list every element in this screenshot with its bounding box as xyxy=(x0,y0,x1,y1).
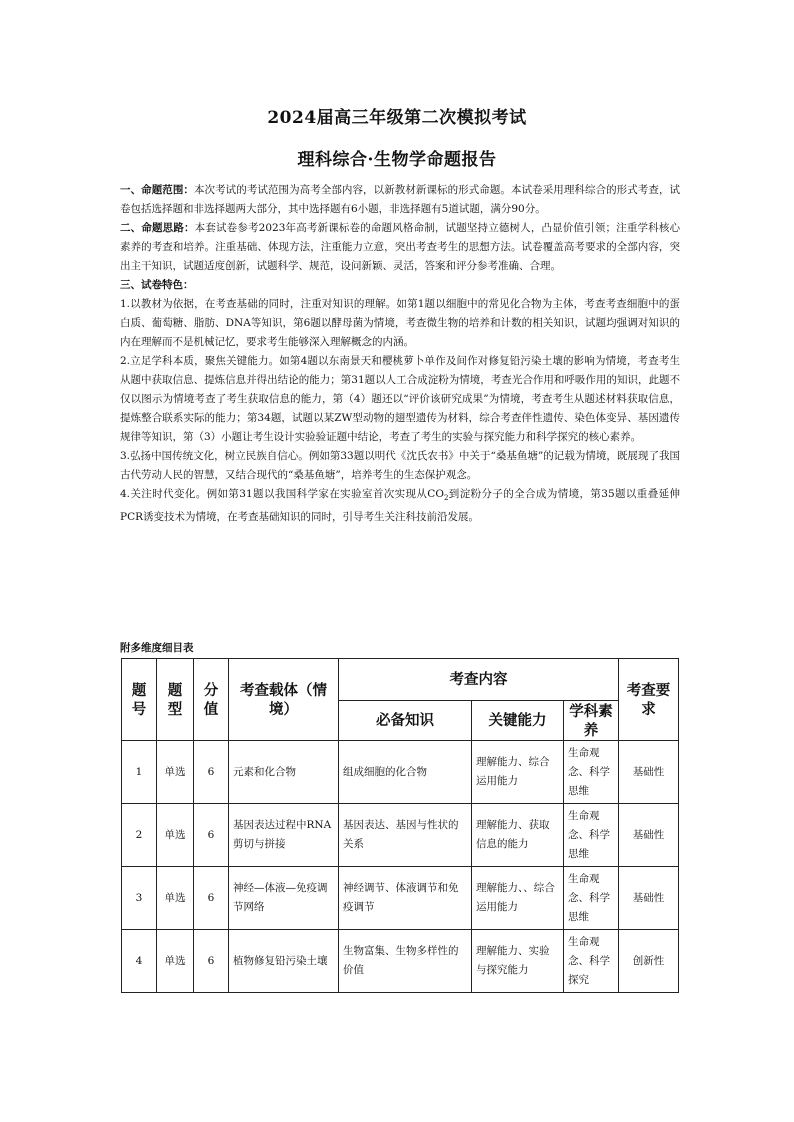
section-approach-heading: 二、命题思路： xyxy=(120,222,195,234)
cell-score: 6 xyxy=(194,867,229,930)
cell-literacy: 生命观念、科学探究 xyxy=(564,930,619,993)
header-ability: 关键能力 xyxy=(472,701,564,741)
cell-score: 6 xyxy=(194,804,229,867)
cell-type: 单选 xyxy=(157,930,194,993)
section-scope xyxy=(120,181,680,219)
cell-ability: 理解能力、实验与探究能力 xyxy=(472,930,564,993)
cell-knowledge: 神经调节、体液调节和免疫调节 xyxy=(339,867,472,930)
header-carrier: 考查载体（情境） xyxy=(229,659,339,741)
feature-paragraph-4-part-b: 到淀粉分子的全合成为情境，第35题以重叠延伸PCR诱变技术为情境，在考查基础知识的同时，引导考生关注科技前沿发展。 xyxy=(120,488,680,524)
section-approach-text: 本套试卷参考2023年高考新课标卷的命题风格命制，试题坚持立德树人，凸显价值引领；注重学科核心素养的考查和培养。注重基础、体现方法，注重能力立意，突出考查考生的思想方法。试卷覆盖高考要求的全部内容，突出主干知识，试题适度创新，试题科学、规范，设问新颖、灵活，答案和评分参考准确、合理。 xyxy=(120,222,681,272)
feature-paragraph-4 xyxy=(120,485,680,527)
cell-knowledge: 组成细胞的化合物 xyxy=(339,741,472,804)
cell-score: 6 xyxy=(194,741,229,804)
feature-paragraph-2: 2.立足学科本质，聚焦关键能力。如第4题以东南景天和樱桃萝卜单作及间作对修复铅污染土壤的影响为情境，考查考生从题中获取信息、提炼信息并得出结论的能力；第31题以人工合成淀粉为情境，考查光合作用和呼吸作用的知识，此题不仅以图示为情境考查了考生获取信息的能力，第（4）题还以“评价该研究成果”为情境，考查考生从题述材料获取信息，提炼整合联系实际的能力；第34题，试题以某ZW型动物的翅型遗传为材料，综合考查伴性遗传、染色体变异、基因遗传规律等知识，第（3）小题让考生设计实验验证题中结论，考查了考生的实验与探究能力和科学探究的核心素养。 xyxy=(120,355,680,443)
cell-requirement: 基础性 xyxy=(619,867,679,930)
cell-num: 1 xyxy=(122,741,157,804)
cell-literacy: 生命观念、科学思维 xyxy=(564,804,619,867)
cell-ability: 理解能力、、综合运用能力 xyxy=(472,867,564,930)
header-content: 考查内容 xyxy=(339,659,619,701)
cell-num: 3 xyxy=(122,867,157,930)
section-approach xyxy=(120,219,680,276)
document-title: 2024届高三年级第二次模拟考试 xyxy=(267,108,527,128)
section-scope-text: 本次考试的考试范围为高考全部内容，以新教材新课标的形式命题。本试卷采用理科综合的形式考查，试卷包括选择题和非选择题两大部分，其中选择题有6小题，非选择题有5道试题，满分90分。 xyxy=(120,184,681,215)
header-requirement: 考查要求 xyxy=(619,659,679,741)
cell-literacy: 生命观念、科学思维 xyxy=(564,741,619,804)
co2-subscript: 2 xyxy=(443,494,449,503)
header-score: 分值 xyxy=(194,659,229,741)
table-row xyxy=(122,930,679,993)
cell-carrier: 元素和化合物 xyxy=(229,741,339,804)
cell-literacy: 生命观念、科学思维 xyxy=(564,867,619,930)
cell-num: 2 xyxy=(122,804,157,867)
document-subtitle: 理科综合·生物学命题报告 xyxy=(297,150,497,170)
cell-carrier: 植物修复铅污染土壤 xyxy=(229,930,339,993)
table-row xyxy=(122,741,679,804)
section-features-heading: 三、试卷特色： xyxy=(120,279,194,291)
header-type: 题型 xyxy=(157,659,194,741)
detail-table xyxy=(121,658,679,993)
cell-knowledge: 生物富集、生物多样性的价值 xyxy=(339,930,472,993)
cell-type: 单选 xyxy=(157,741,194,804)
cell-requirement: 基础性 xyxy=(619,741,679,804)
cell-type: 单选 xyxy=(157,804,194,867)
cell-carrier: 神经—体液—免疫调节网络 xyxy=(229,867,339,930)
report-body xyxy=(120,181,680,527)
feature-paragraph-4-part-a: 4.关注时代变化。例如第31题以我国科学家在实验室首次实现从CO xyxy=(120,488,444,500)
cell-ability: 理解能力、综合运用能力 xyxy=(472,741,564,804)
header-num: 题号 xyxy=(122,659,157,741)
header-literacy: 学科素养 xyxy=(564,701,619,741)
table-header-row-1 xyxy=(122,659,679,701)
section-scope-heading: 一、命题范围： xyxy=(120,184,194,196)
cell-score: 6 xyxy=(194,930,229,993)
cell-num: 4 xyxy=(122,930,157,993)
cell-requirement: 基础性 xyxy=(619,804,679,867)
cell-requirement: 创新性 xyxy=(619,930,679,993)
table-row xyxy=(122,867,679,930)
table-caption: 附多维度细目表 xyxy=(120,642,194,654)
cell-ability: 理解能力、获取信息的能力 xyxy=(472,804,564,867)
cell-knowledge: 基因表达、基因与性状的关系 xyxy=(339,804,472,867)
table-row xyxy=(122,804,679,867)
header-knowledge: 必备知识 xyxy=(339,701,472,741)
cell-type: 单选 xyxy=(157,867,194,930)
feature-paragraph-1: 1.以教材为依据，在考查基础的同时，注重对知识的理解。如第1题以细胞中的常见化合物为主体，考查考查细胞中的蛋白质、葡萄糖、脂肪、DNA等知识，第6题以酵母菌为情境，考查微生物的培养和计数的相关知识，试题均强调对知识的内在理解而不是机械记忆，要求考生能够深入理解概念的内涵。 xyxy=(120,298,680,348)
feature-paragraph-3: 3.弘扬中国传统文化，树立民族自信心。例如第33题以明代《沈氏农书》中关于“桑基鱼塘”的记载为情境，既展现了我国古代劳动人民的智慧，又结合现代的“桑基鱼塘”，培养考生的生态保护观念。 xyxy=(120,450,680,481)
cell-carrier: 基因表达过程中RNA剪切与拼接 xyxy=(229,804,339,867)
section-features xyxy=(120,276,680,295)
